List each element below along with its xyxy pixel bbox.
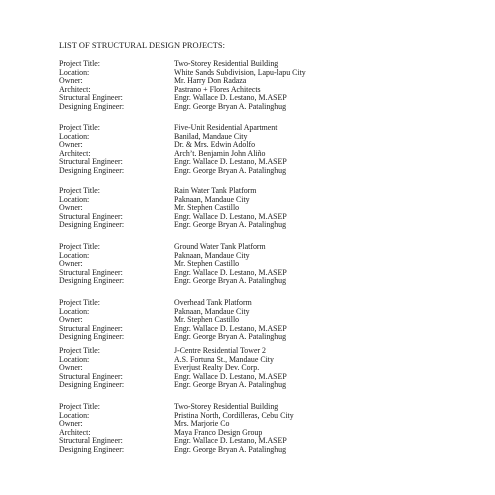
project-field-row	[59, 446, 479, 455]
field-label: Architect:	[59, 427, 91, 437]
field-value: Two-Storey Residential Building	[174, 59, 279, 68]
field-value: Rain Water Tank Platform	[174, 186, 257, 195]
field-value: Pastrano + Flores Achitects	[174, 84, 261, 94]
field-value: Maya Franco Design Group	[174, 427, 263, 437]
field-value: Two-Storey Residential Building	[174, 402, 279, 411]
field-label: Owner:	[59, 203, 83, 213]
field-value: Ground Water Tank Platform	[174, 242, 266, 251]
project-block	[59, 299, 479, 342]
field-value: Paknaan, Mandaue City	[174, 194, 250, 204]
field-value: Paknaan, Mandaue City	[174, 250, 250, 260]
field-value: Engr. George Bryan A. Patalinghug	[174, 380, 287, 390]
project-field-row	[59, 252, 479, 261]
field-value: Mr. Harry Don Radaza	[174, 76, 247, 86]
project-field-row	[59, 299, 479, 308]
field-label: Location:	[59, 250, 90, 260]
field-label: Project Title:	[59, 186, 100, 195]
project-block	[59, 243, 479, 286]
field-value: Engr. Wallace D. Lestano, M.ASEP	[174, 93, 287, 103]
field-value: Pristina North, Cordilleras, Cebu City	[174, 410, 294, 420]
project-field-row	[59, 308, 479, 317]
field-label: Designing Engineer:	[59, 165, 125, 175]
field-value: Engr. Wallace D. Lestano, M.ASEP	[174, 157, 287, 167]
field-value: Banilad, Mandaue City	[174, 131, 248, 141]
field-value: A.S. Fortuna St., Mandaue City	[174, 354, 274, 364]
project-field-row	[59, 124, 479, 133]
field-value: Mr. Stephen Castillo	[174, 203, 240, 213]
project-field-row	[59, 69, 479, 78]
field-label: Designing Engineer:	[59, 276, 125, 286]
project-field-row	[59, 167, 479, 176]
field-label: Owner:	[59, 140, 83, 150]
field-label: Structural Engineer:	[59, 267, 123, 277]
field-label: Location:	[59, 306, 90, 316]
field-value: Five-Unit Residential Apartment	[174, 123, 278, 132]
field-label: Structural Engineer:	[59, 436, 123, 446]
field-label: Owner:	[59, 76, 83, 86]
project-field-row	[59, 356, 479, 365]
field-value: Engr. George Bryan A. Patalinghug	[174, 101, 287, 111]
field-label: Designing Engineer:	[59, 444, 125, 454]
field-value: Engr. George Bryan A. Patalinghug	[174, 276, 287, 286]
field-label: Project Title:	[59, 59, 100, 68]
project-field-row	[59, 133, 479, 142]
project-field-row	[59, 141, 479, 150]
project-field-row	[59, 412, 479, 421]
field-value: Arch’t. Benjamin John Aliño	[174, 148, 266, 158]
field-label: Designing Engineer:	[59, 101, 125, 111]
project-block	[59, 60, 479, 112]
field-label: Structural Engineer:	[59, 93, 123, 103]
field-value: Everjust Realty Dev. Corp.	[174, 363, 260, 373]
project-field-row	[59, 187, 479, 196]
field-label: Location:	[59, 194, 90, 204]
project-field-row	[59, 196, 479, 205]
field-label: Designing Engineer:	[59, 220, 125, 230]
field-value: Engr. George Bryan A. Patalinghug	[174, 220, 287, 230]
field-label: Structural Engineer:	[59, 371, 123, 381]
field-value: Engr. George Bryan A. Patalinghug	[174, 165, 287, 175]
field-label: Owner:	[59, 315, 83, 325]
field-value: Engr. Wallace D. Lestano, M.ASEP	[174, 267, 287, 277]
field-value: Engr. George Bryan A. Patalinghug	[174, 332, 287, 342]
field-value: White Sands Subdivision, Lapu-lapu City	[174, 67, 306, 77]
field-label: Structural Engineer:	[59, 323, 123, 333]
field-label: Project Title:	[59, 402, 100, 411]
project-field-row	[59, 243, 479, 252]
field-label: Project Title:	[59, 346, 100, 355]
field-value: Overhead Tank Platform	[174, 298, 252, 307]
field-label: Structural Engineer:	[59, 211, 123, 221]
document-title: LIST OF STRUCTURAL DESIGN PROJECTS:	[59, 41, 226, 50]
field-label: Project Title:	[59, 298, 100, 307]
field-label: Owner:	[59, 419, 83, 429]
field-label: Location:	[59, 410, 90, 420]
field-value: Engr. Wallace D. Lestano, M.ASEP	[174, 436, 287, 446]
field-label: Owner:	[59, 259, 83, 269]
field-label: Location:	[59, 131, 90, 141]
project-field-row	[59, 420, 479, 429]
field-value: Engr. Wallace D. Lestano, M.ASEP	[174, 371, 287, 381]
field-value: Mr. Stephen Castillo	[174, 315, 240, 325]
field-label: Location:	[59, 67, 90, 77]
field-value: Engr. George Bryan A. Patalinghug	[174, 444, 287, 454]
field-value: Engr. Wallace D. Lestano, M.ASEP	[174, 211, 287, 221]
project-block	[59, 347, 479, 390]
field-value: Paknaan, Mandaue City	[174, 306, 250, 316]
project-block	[59, 187, 479, 230]
project-field-row	[59, 77, 479, 86]
project-block	[59, 403, 479, 455]
field-value: Mr. Stephen Castillo	[174, 259, 240, 269]
field-value: Dr. & Mrs. Edwin Adolfo	[174, 140, 256, 150]
field-value: J-Centre Residential Tower 2	[174, 346, 266, 355]
field-label: Designing Engineer:	[59, 380, 125, 390]
field-label: Owner:	[59, 363, 83, 373]
project-block	[59, 124, 479, 176]
project-field-row	[59, 333, 479, 342]
field-value: Engr. Wallace D. Lestano, M.ASEP	[174, 323, 287, 333]
field-label: Structural Engineer:	[59, 157, 123, 167]
field-label: Designing Engineer:	[59, 332, 125, 342]
project-field-row	[59, 277, 479, 286]
project-field-row	[59, 103, 479, 112]
project-field-row	[59, 381, 479, 390]
field-label: Project Title:	[59, 242, 100, 251]
field-label: Architect:	[59, 84, 91, 94]
field-label: Architect:	[59, 148, 91, 158]
project-field-row	[59, 221, 479, 230]
field-value: Mrs. Marjorie Co	[174, 419, 230, 429]
field-label: Location:	[59, 354, 90, 364]
field-label: Project Title:	[59, 123, 100, 132]
